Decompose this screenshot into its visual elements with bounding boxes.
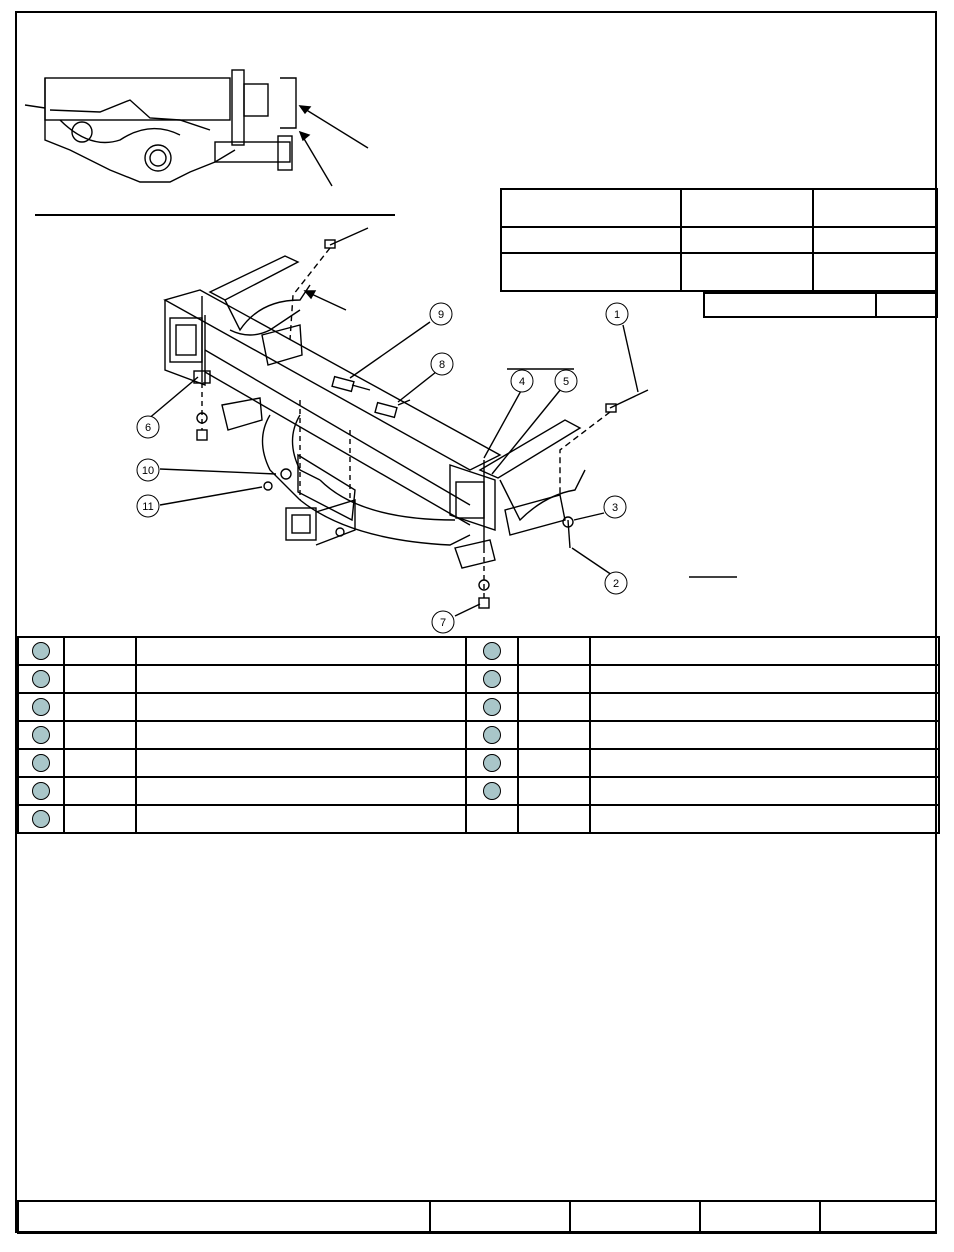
item-dot-icon xyxy=(32,726,50,744)
item-marker-right xyxy=(466,749,518,777)
qty-cell-left xyxy=(64,665,136,693)
item-dot-icon xyxy=(483,782,501,800)
title-block-cell xyxy=(430,1201,570,1233)
description-cell-left xyxy=(136,665,466,693)
qty-cell-right xyxy=(518,665,590,693)
parts-row xyxy=(18,777,939,805)
item-dot-icon xyxy=(32,782,50,800)
qty-cell-right xyxy=(518,777,590,805)
description-cell-left xyxy=(136,749,466,777)
item-dot-icon xyxy=(32,810,50,828)
qty-cell-left xyxy=(64,721,136,749)
qty-cell-right xyxy=(518,805,590,833)
callout-1 xyxy=(606,303,628,325)
description-cell-right xyxy=(590,637,939,665)
description-cell-right xyxy=(590,721,939,749)
spec-cell xyxy=(813,253,937,291)
parts-row xyxy=(18,637,939,665)
item-marker-left xyxy=(18,721,64,749)
item-marker-right xyxy=(466,665,518,693)
callout-6 xyxy=(137,416,159,438)
callout-1-label: 1 xyxy=(613,309,621,321)
part-number-cell xyxy=(704,293,876,317)
item-dot-icon xyxy=(483,726,501,744)
callout-11-label: 11 xyxy=(142,501,154,513)
description-cell-right xyxy=(590,749,939,777)
description-cell-left xyxy=(136,777,466,805)
description-cell-left xyxy=(136,693,466,721)
callout-3 xyxy=(604,496,626,518)
detail-view xyxy=(25,70,368,186)
item-marker-left xyxy=(18,693,64,721)
item-marker-left xyxy=(18,805,64,833)
parts-row xyxy=(18,721,939,749)
parts-row xyxy=(18,665,939,693)
callout-2 xyxy=(605,572,627,594)
description-cell-left xyxy=(136,805,466,833)
qty-cell-right xyxy=(518,693,590,721)
parts-row xyxy=(18,749,939,777)
spec-cell xyxy=(681,227,813,253)
parts-row xyxy=(18,805,939,833)
item-dot-icon xyxy=(483,754,501,772)
description-cell-left xyxy=(136,721,466,749)
qty-cell-left xyxy=(64,637,136,665)
title-block xyxy=(17,1200,937,1234)
item-dot-icon xyxy=(32,754,50,772)
item-marker-left xyxy=(18,665,64,693)
item-dot-icon xyxy=(32,670,50,688)
title-block-cell xyxy=(820,1201,936,1233)
title-block-cell xyxy=(700,1201,820,1233)
qty-cell-right xyxy=(518,721,590,749)
callout-4 xyxy=(511,370,533,392)
item-dot-icon xyxy=(483,642,501,660)
item-dot-icon xyxy=(32,698,50,716)
qty-cell-left xyxy=(64,749,136,777)
description-cell-right xyxy=(590,805,939,833)
item-marker-right xyxy=(466,721,518,749)
spec-table xyxy=(500,188,938,292)
item-marker-left xyxy=(18,637,64,665)
callout-8 xyxy=(431,353,453,375)
callout-9 xyxy=(430,303,452,325)
callout-5-label: 5 xyxy=(562,376,570,388)
item-marker-left xyxy=(18,749,64,777)
callout-7 xyxy=(432,611,454,633)
item-marker-left xyxy=(18,777,64,805)
item-dot-icon xyxy=(483,670,501,688)
qty-cell-left xyxy=(64,805,136,833)
spec-cell xyxy=(813,227,937,253)
parts-row xyxy=(18,693,939,721)
item-dot-icon xyxy=(483,698,501,716)
callout-10-label: 10 xyxy=(141,465,155,477)
item-marker-right xyxy=(466,693,518,721)
description-cell-right xyxy=(590,777,939,805)
callout-4-label: 4 xyxy=(518,376,526,388)
item-marker-right xyxy=(466,637,518,665)
title-block-cell xyxy=(18,1201,430,1233)
spec-cell xyxy=(501,253,681,291)
callout-7-label: 7 xyxy=(439,617,447,629)
spec-cell xyxy=(501,189,681,227)
description-cell-right xyxy=(590,665,939,693)
callout-2-label: 2 xyxy=(612,578,620,590)
part-number-box xyxy=(703,292,938,318)
parts-list xyxy=(17,636,940,834)
callout-8-label: 8 xyxy=(438,359,446,371)
spec-cell xyxy=(681,253,813,291)
item-dot-icon xyxy=(32,642,50,660)
callout-5 xyxy=(555,370,577,392)
qty-cell-right xyxy=(518,749,590,777)
description-cell-left xyxy=(136,637,466,665)
item-marker-right xyxy=(466,777,518,805)
item-marker-right xyxy=(466,805,518,833)
callout-11 xyxy=(137,495,159,517)
qty-cell-left xyxy=(64,777,136,805)
callout-10 xyxy=(137,459,159,481)
qty-cell-left xyxy=(64,693,136,721)
callout-3-label: 3 xyxy=(611,502,619,514)
spec-cell xyxy=(501,227,681,253)
callout-9-label: 9 xyxy=(437,309,445,321)
callout-6-label: 6 xyxy=(144,422,152,434)
title-block-cell xyxy=(570,1201,700,1233)
qty-cell-right xyxy=(518,637,590,665)
spec-cell xyxy=(813,189,937,227)
spec-cell xyxy=(681,189,813,227)
revision-cell xyxy=(876,293,937,317)
description-cell-right xyxy=(590,693,939,721)
